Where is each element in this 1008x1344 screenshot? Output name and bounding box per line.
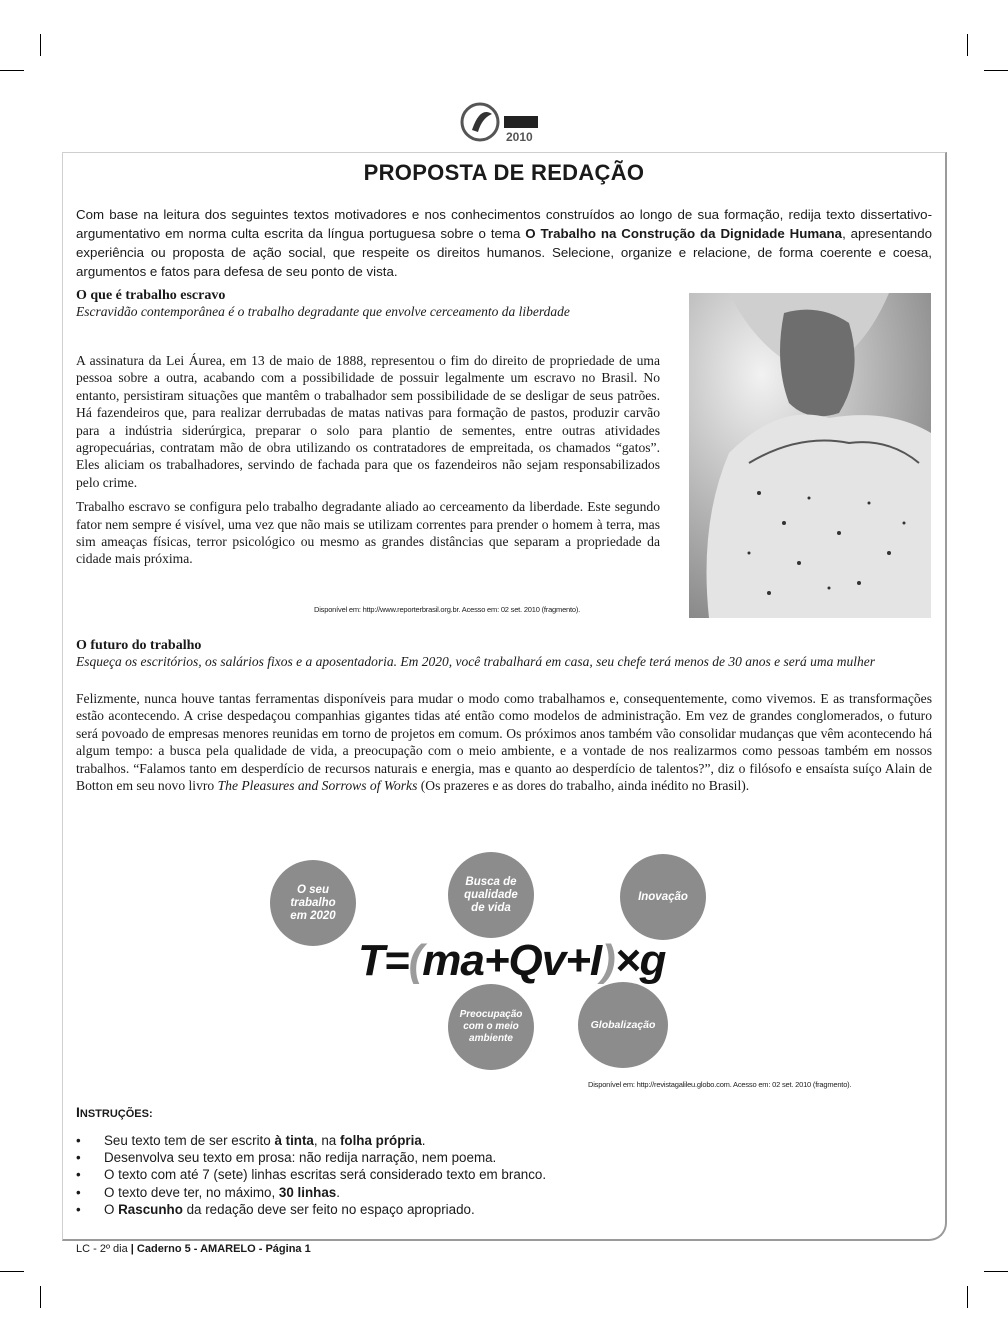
crop-mark [40, 1286, 41, 1308]
formula-infographic [260, 852, 720, 1082]
formula-equation: T=(ma+Qv+I)×g [358, 936, 666, 985]
page-title: PROPOSTA DE REDAÇÃO [363, 160, 645, 185]
worker-photo [689, 293, 931, 618]
bubble-qualidade: Busca de qualidade de vida [448, 852, 534, 938]
text2-paragraph: Felizmente, nunca houve tantas ferramentas disponíveis para mudar o modo como trabalhamos e, consequentemente, como vivemos. E as transformações estão acontecendo. A crise despedaçou companhias gigantes tidas até então como modelos de administração. Em vez de grandes conglomerados, o futuro será povoado de empresas menores reunidas em torno de projetos em comum. Os próximos anos também vão consolidar mudanças que vêm acontecendo há algum tempo: a busca pela qualidade de vida, a preocupação com o meio ambiente, e a vontade de nos realizarmos como pessoas também em nossos trabalhos. “Falamos tanto em desperdício de recursos naturais e energia, mas e quanto ao desperdício de talentos?”, diz o filósofo e ensaísta suíço Alain de Botton em seu novo livro The Pleasures and Sorrows of Works (Os prazeres e as dores do trabalho, ainda inédito no Brasil). [76, 691, 932, 794]
text2-title: O futuro do trabalho [76, 638, 202, 653]
bubble-trabalho: O seu trabalho em 2020 [270, 860, 356, 946]
intro-paragraph: Com base na leitura dos seguintes textos motivadores e nos conhecimentos construídos ao longo de sua formação, redija texto dissertativo-argumentativo em norma culta escrita da língua portuguesa sobre o tema O Trabalho na Construção da Dignidade Humana, apresentando experiência ou proposta de ação social, que respeite os direitos humanos. Selecione, organize e relacione, de forma coerente e coesa, argumentos e fatos para defesa de seu ponto de vista. [76, 207, 932, 279]
text1-paragraph: Trabalho escravo se configura pelo trabalho degradante aliado ao cerceamento da liberdade. Este segundo fator nem sempre é visível, uma vez que não mais se utilizam correntes para prender o homem à terra, mas sim ameaças físicas, terror psicológico ou mesmo as grandes distâncias que separam a propriedade da cidade mais próxima. [76, 499, 660, 567]
text1-section [76, 288, 660, 568]
crop-mark [0, 70, 24, 71]
instruction-item: • Desenvolva seu texto em prosa: não redija narração, nem poema. [76, 1149, 546, 1166]
text1-title: O que é trabalho escravo [76, 288, 226, 303]
text1-subtitle: Escravidão contemporânea é o trabalho degradante que envolve cerceamento da liberdade [76, 304, 570, 319]
enem-logo [458, 100, 548, 150]
page-footer: LC - 2º dia | Caderno 5 - AMARELO - Página 1 [76, 1243, 311, 1255]
crop-mark [967, 34, 968, 56]
instructions-heading: INSTRUÇÕES: [76, 1104, 153, 1120]
bubble-inovacao: Inovação [620, 854, 706, 940]
theme-text: O Trabalho na Construção da Dignidade Humana [525, 226, 843, 241]
footer-left: LC - 2º dia [76, 1243, 128, 1255]
footer-right: Caderno 5 - AMARELO - Página 1 [136, 1243, 311, 1255]
text2-section [76, 638, 932, 794]
crop-mark [984, 70, 1008, 71]
text1-paragraph: A assinatura da Lei Áurea, em 13 de maio de 1888, representou o fim do direito de propriedade de uma pessoa sobre a outra, acabando com a possibilidade de possuir legalmente um escravo no Brasil. No entanto, persistiram situações que mantêm o trabalhador sem possibilidade de se desligar de seus patrões. Há fazendeiros que, para realizar derrubadas de matas nativas para formação de pastos, produzir carvão para a indústria siderúrgica, preparar o solo para plantio de sementes, entre outras atividades agropecuárias, contratam mão de obra utilizando os contratadores de empreitada, os chamados “gatos”. Eles aliciam os trabalhadores, servindo de fachada para que os fazendeiros não sejam responsabilizados pelo crime. [76, 353, 660, 490]
bubble-ambiente: Preocupação com o meio ambiente [448, 984, 534, 1070]
crop-mark [967, 1286, 968, 1308]
instruction-item: • O texto com até 7 (sete) linhas escritas será considerado texto em branco. [76, 1166, 546, 1183]
instructions-list [76, 1132, 546, 1218]
crop-mark [0, 1271, 24, 1272]
logo-year: 2010 [506, 130, 533, 144]
instruction-item: • O texto deve ter, no máximo, 30 linhas. [76, 1184, 546, 1201]
crop-mark [40, 34, 41, 56]
text2-source: Disponível em: http://revistagalileu.globo.com. Acesso em: 02 set. 2010 (fragmento). [588, 1080, 852, 1089]
bubble-globalizacao: Globalização [578, 982, 668, 1068]
book-title: The Pleasures and Sorrows of Works [217, 778, 418, 794]
instruction-item: • Seu texto tem de ser escrito à tinta, na folha própria. [76, 1132, 546, 1149]
instruction-item: • O Rascunho da redação deve ser feito no espaço apropriado. [76, 1201, 546, 1218]
crop-mark [984, 1271, 1008, 1272]
text2-subtitle: Esqueça os escritórios, os salários fixos e a aposentadoria. Em 2020, você trabalhará em casa, seu chefe terá menos de 30 anos e será uma mulher [76, 654, 876, 669]
text1-source: Disponível em: http://www.reporterbrasil.org.br. Acesso em: 02 set. 2010 (fragmento). [314, 605, 581, 614]
